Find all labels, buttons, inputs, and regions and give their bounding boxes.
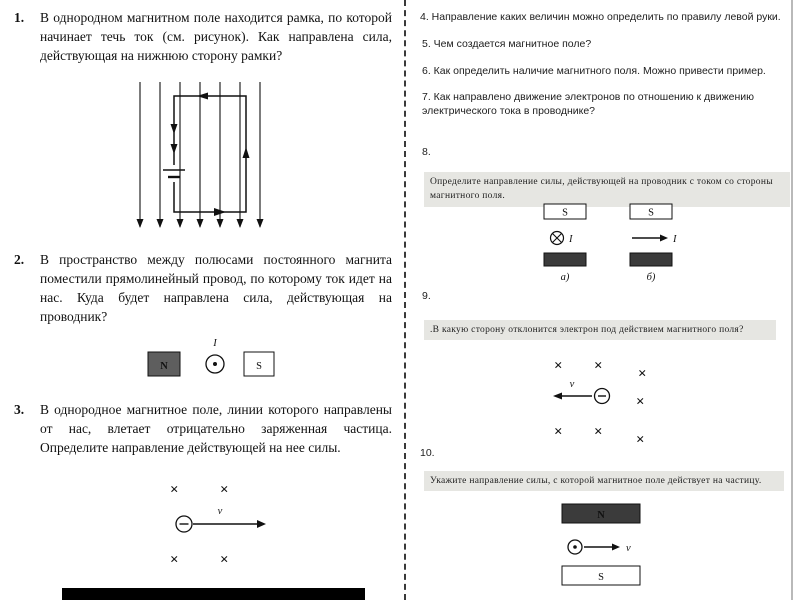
field-into-page-icon: ×	[554, 424, 563, 440]
diagram-force-on-wire	[538, 200, 690, 284]
current-direction-arrows	[171, 93, 250, 217]
question-9-number: 9.	[422, 290, 431, 302]
diagram-frame-in-magnetic-field	[130, 80, 285, 238]
south-pole-label: S	[598, 572, 604, 583]
velocity-arrowhead-icon	[257, 520, 266, 528]
field-into-page-icon: ×	[594, 424, 603, 440]
bottom-black-bar	[62, 588, 365, 600]
question-2	[14, 250, 392, 327]
north-pole-magnet-a	[544, 253, 586, 266]
question-3-text: В однородное магнитное поле, линии которого направлены от нас, влетает отрицательно заряженная частица. Определите направление действующей на нее силы.	[40, 402, 392, 456]
question-2-number: 2.	[14, 252, 25, 267]
diagram-force-on-particle	[552, 500, 652, 590]
field-line-arrowheads	[137, 219, 264, 228]
south-pole-label: S	[256, 361, 262, 372]
question-2-text: В пространство между полюсами постоянного магнита поместили прямолинейный провод, по которому ток идет на нас. Куда будет направлена сила, действующая на проводник?	[40, 252, 392, 325]
scan-edge-line	[791, 0, 793, 600]
field-lines	[140, 82, 260, 227]
question-5: 5. Чем создается магнитное поле?	[422, 38, 592, 50]
field-into-page-icon: ×	[170, 552, 179, 568]
question-10-number: 10.	[420, 447, 435, 459]
field-into-page-icon: ×	[636, 394, 645, 410]
current-arrowhead-b-icon	[660, 235, 668, 242]
north-pole-label: N	[160, 361, 168, 372]
question-1-number: 1.	[14, 10, 25, 25]
field-into-page-icon: ×	[554, 358, 563, 374]
field-into-page-icon: ×	[220, 482, 229, 498]
velocity-label: v⃗	[626, 543, 639, 554]
current-frame	[174, 96, 246, 212]
field-into-page-icon: ×	[220, 552, 229, 568]
south-pole-label: S	[562, 207, 568, 219]
figure-a-label: а)	[560, 272, 570, 283]
question-3-number: 3.	[14, 402, 25, 417]
diagram-wire-between-poles	[146, 336, 278, 386]
page-divider	[404, 0, 406, 600]
diagram-electron-deflection	[548, 352, 660, 447]
question-8-text: Определите направление силы, действующей на проводник с током со стороны магнитного поля.	[424, 172, 790, 207]
current-arrow-right-up-icon	[243, 147, 250, 158]
current-arrow-top-left-icon	[197, 93, 208, 100]
current-arrow-left-down-icon	[171, 124, 178, 134]
question-3	[14, 400, 392, 457]
current-label-b: I	[673, 234, 677, 245]
battery-gap	[170, 165, 178, 182]
question-1	[14, 8, 392, 65]
north-pole-label: N	[597, 510, 605, 521]
question-1-text: В однородном магнитном поле находится рамка, по которой начинает течь ток (см. рисунок). Как направлена сила, действующая на нижнюю сторону рамки?	[40, 10, 392, 64]
question-6: 6. Как определить наличие магнитного поля. Можно привести пример.	[422, 65, 766, 77]
field-into-page-icon: ×	[636, 432, 645, 447]
question-7: 7. Как направлено движение электронов по отношению к движению электрического тока в проводнике?	[422, 91, 754, 118]
velocity-arrowhead-icon	[553, 393, 562, 400]
particle-dot-icon	[573, 545, 577, 549]
question-8-number: 8.	[422, 146, 431, 158]
south-pole-label: S	[648, 207, 654, 219]
diagram-particle-in-field	[158, 474, 288, 569]
current-label: I	[213, 338, 217, 349]
question-10-text: Укажите направление силы, с которой магнитное поле действует на частицу.	[424, 471, 784, 491]
current-label-a: I	[569, 234, 573, 245]
field-into-page-icon: ×	[594, 358, 603, 374]
current-arrow-left-down2-icon	[171, 144, 178, 154]
question-9-text: .В какую сторону отклонится электрон под действием магнитного поля?	[424, 320, 776, 340]
velocity-label: v⃗	[569, 379, 583, 390]
current-out-dot-icon	[213, 362, 217, 366]
velocity-label: v⃗	[217, 506, 231, 517]
figure-b-label: б)	[646, 272, 656, 283]
field-into-page-icon: ×	[170, 482, 179, 498]
field-into-page-icon: ×	[638, 366, 647, 382]
question-4: 4. Направление каких величин можно определить по правилу левой руки.	[420, 11, 781, 23]
velocity-arrowhead-icon	[612, 544, 620, 551]
north-pole-magnet-b	[630, 253, 672, 266]
